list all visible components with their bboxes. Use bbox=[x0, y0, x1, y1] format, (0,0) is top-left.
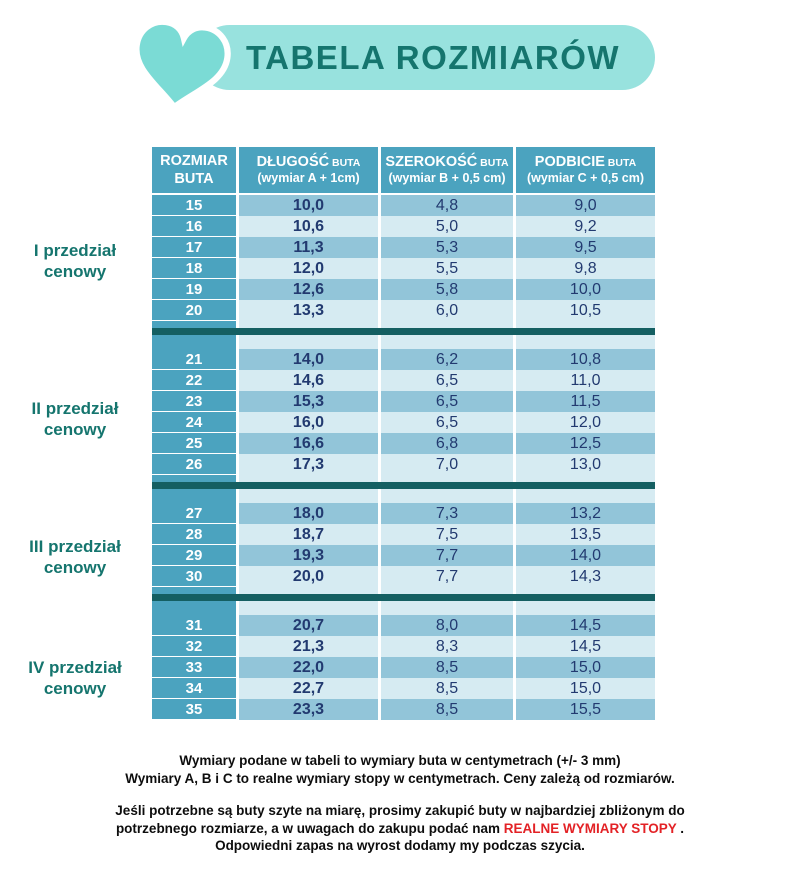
size-cell: 27 bbox=[152, 503, 236, 524]
measurement-note bbox=[0, 752, 800, 787]
instep-cell: 10,0 bbox=[516, 279, 655, 300]
instep-cell: 15,5 bbox=[516, 699, 655, 720]
table-row bbox=[152, 237, 655, 258]
table-row bbox=[152, 636, 655, 657]
width-cell: 8,5 bbox=[381, 657, 513, 678]
column-header-title: DŁUGOŚĆ BUTA bbox=[256, 154, 361, 171]
length-cell: 20,0 bbox=[239, 566, 378, 587]
group-gap-cell bbox=[239, 587, 378, 594]
size-cell: 19 bbox=[152, 279, 236, 300]
instep-cell: 14,0 bbox=[516, 545, 655, 566]
table-row bbox=[152, 615, 655, 636]
instep-cell: 11,5 bbox=[516, 391, 655, 412]
group-gap-cell bbox=[516, 335, 655, 349]
group-gap-cell bbox=[239, 601, 378, 615]
group-gap-cell bbox=[381, 601, 513, 615]
width-cell: 6,5 bbox=[381, 412, 513, 433]
width-cell: 7,7 bbox=[381, 566, 513, 587]
highlight-real-foot-measurements: REALNE WYMIARY STOPY bbox=[503, 820, 677, 836]
width-cell: 5,3 bbox=[381, 237, 513, 258]
group-gap-row bbox=[152, 489, 655, 503]
width-cell: 6,0 bbox=[381, 300, 513, 321]
instep-cell: 14,3 bbox=[516, 566, 655, 587]
width-cell: 8,5 bbox=[381, 699, 513, 720]
group-gap-cell bbox=[381, 489, 513, 503]
column-header bbox=[239, 147, 378, 193]
instep-cell: 14,5 bbox=[516, 636, 655, 657]
table-row bbox=[152, 454, 655, 475]
size-cell: 17 bbox=[152, 237, 236, 258]
width-cell: 6,5 bbox=[381, 391, 513, 412]
size-cell: 31 bbox=[152, 615, 236, 636]
length-cell: 11,3 bbox=[239, 237, 378, 258]
group-gap-row bbox=[152, 601, 655, 615]
size-cell: 22 bbox=[152, 370, 236, 391]
instep-cell: 15,0 bbox=[516, 657, 655, 678]
group-gap-cell bbox=[381, 587, 513, 594]
measurement-note-line2: Wymiary A, B i C to realne wymiary stopy w centymetrach. Ceny zależą od rozmiarów. bbox=[125, 770, 675, 786]
length-cell: 14,6 bbox=[239, 370, 378, 391]
custom-order-note-line2: potrzebnego rozmiarze, a w uwagach do zakupu podać nam REALNE WYMIARY STOPY . bbox=[115, 820, 685, 836]
group-gap-row bbox=[152, 587, 655, 594]
size-cell: 23 bbox=[152, 391, 236, 412]
column-header bbox=[516, 147, 655, 193]
size-cell: 30 bbox=[152, 566, 236, 587]
length-cell: 16,6 bbox=[239, 433, 378, 454]
custom-order-note bbox=[0, 802, 800, 855]
size-cell: 25 bbox=[152, 433, 236, 454]
size-cell: 18 bbox=[152, 258, 236, 279]
group-gap-cell bbox=[381, 335, 513, 349]
width-cell: 7,0 bbox=[381, 454, 513, 475]
custom-order-note-line1: Jeśli potrzebne są buty szyte na miarę, prosimy zakupić buty w najbardziej zbliżonym do bbox=[115, 803, 685, 818]
instep-cell: 12,5 bbox=[516, 433, 655, 454]
group-gap-cell bbox=[516, 475, 655, 482]
table-row bbox=[152, 349, 655, 370]
table-row bbox=[152, 524, 655, 545]
length-cell: 17,3 bbox=[239, 454, 378, 475]
size-cell: 26 bbox=[152, 454, 236, 475]
width-cell: 7,7 bbox=[381, 545, 513, 566]
custom-order-note-line3: Odpowiedni zapas na wyrost dodamy my podczas szycia. bbox=[215, 838, 585, 853]
instep-cell: 11,0 bbox=[516, 370, 655, 391]
table-row bbox=[152, 678, 655, 699]
column-header bbox=[152, 147, 236, 193]
size-cell: 16 bbox=[152, 216, 236, 237]
table-row bbox=[152, 699, 655, 720]
length-cell: 20,7 bbox=[239, 615, 378, 636]
width-cell: 8,5 bbox=[381, 678, 513, 699]
table-row bbox=[152, 391, 655, 412]
group-gap-cell bbox=[152, 489, 236, 503]
instep-cell: 9,0 bbox=[516, 195, 655, 216]
column-header-title: PODBICIE BUTA bbox=[534, 154, 637, 171]
instep-cell: 14,5 bbox=[516, 615, 655, 636]
length-cell: 21,3 bbox=[239, 636, 378, 657]
instep-cell: 13,0 bbox=[516, 454, 655, 475]
table-row bbox=[152, 370, 655, 391]
column-header bbox=[381, 147, 513, 193]
length-cell: 18,7 bbox=[239, 524, 378, 545]
group-gap-cell bbox=[152, 587, 236, 594]
group-gap-row bbox=[152, 321, 655, 328]
length-cell: 22,7 bbox=[239, 678, 378, 699]
group-label-2: II przedział cenowy bbox=[31, 399, 119, 439]
table-body bbox=[152, 195, 655, 720]
length-cell: 13,3 bbox=[239, 300, 378, 321]
size-cell: 20 bbox=[152, 300, 236, 321]
size-cell: 32 bbox=[152, 636, 236, 657]
width-cell: 6,5 bbox=[381, 370, 513, 391]
group-gap-cell bbox=[381, 475, 513, 482]
instep-cell: 13,2 bbox=[516, 503, 655, 524]
column-header-subtitle: (wymiar B + 0,5 cm) bbox=[388, 171, 506, 186]
length-cell: 19,3 bbox=[239, 545, 378, 566]
size-cell: 24 bbox=[152, 412, 236, 433]
length-cell: 12,0 bbox=[239, 258, 378, 279]
size-cell: 33 bbox=[152, 657, 236, 678]
group-gap-cell bbox=[152, 601, 236, 615]
table-row bbox=[152, 657, 655, 678]
group-gap-cell bbox=[239, 335, 378, 349]
table-row bbox=[152, 433, 655, 454]
table-header bbox=[152, 147, 655, 193]
size-cell: 28 bbox=[152, 524, 236, 545]
group-gap-row bbox=[152, 475, 655, 482]
group-gap-cell bbox=[516, 587, 655, 594]
table-row bbox=[152, 279, 655, 300]
group-label-3: III przedział cenowy bbox=[29, 537, 121, 577]
size-cell: 29 bbox=[152, 545, 236, 566]
size-cell: 15 bbox=[152, 195, 236, 216]
column-header-title: SZEROKOŚĆ BUTA bbox=[385, 154, 509, 171]
instep-cell: 12,0 bbox=[516, 412, 655, 433]
column-header-subtitle: (wymiar C + 0,5 cm) bbox=[526, 171, 645, 186]
measurement-note-line1: Wymiary podane w tabeli to wymiary buta w centymetrach (+/- 3 mm) bbox=[179, 753, 621, 768]
group-gap-cell bbox=[152, 335, 236, 349]
group-gap-cell bbox=[381, 321, 513, 328]
table-row bbox=[152, 566, 655, 587]
instep-cell: 9,8 bbox=[516, 258, 655, 279]
group-label-4: IV przedział cenowy bbox=[28, 658, 122, 698]
instep-cell: 9,2 bbox=[516, 216, 655, 237]
table-row bbox=[152, 545, 655, 566]
table-row bbox=[152, 258, 655, 279]
group-gap-cell bbox=[239, 475, 378, 482]
group-gap-cell bbox=[152, 321, 236, 328]
length-cell: 22,0 bbox=[239, 657, 378, 678]
length-cell: 14,0 bbox=[239, 349, 378, 370]
group-gap-cell bbox=[516, 601, 655, 615]
group-gap-cell bbox=[516, 489, 655, 503]
column-header-subtitle: (wymiar A + 1cm) bbox=[257, 171, 360, 186]
size-cell: 35 bbox=[152, 699, 236, 720]
width-cell: 7,3 bbox=[381, 503, 513, 524]
size-cell: 21 bbox=[152, 349, 236, 370]
table-row bbox=[152, 300, 655, 321]
width-cell: 7,5 bbox=[381, 524, 513, 545]
instep-cell: 15,0 bbox=[516, 678, 655, 699]
group-gap-cell bbox=[152, 475, 236, 482]
width-cell: 5,8 bbox=[381, 279, 513, 300]
width-cell: 8,3 bbox=[381, 636, 513, 657]
length-cell: 18,0 bbox=[239, 503, 378, 524]
group-divider bbox=[152, 328, 655, 335]
group-label-1: I przedział cenowy bbox=[33, 241, 117, 281]
length-cell: 10,0 bbox=[239, 195, 378, 216]
size-table bbox=[152, 147, 655, 720]
column-header-subtitle: BUTA bbox=[174, 171, 214, 187]
width-cell: 5,5 bbox=[381, 258, 513, 279]
table-row bbox=[152, 412, 655, 433]
length-cell: 15,3 bbox=[239, 391, 378, 412]
group-gap-row bbox=[152, 335, 655, 349]
width-cell: 6,8 bbox=[381, 433, 513, 454]
table-row bbox=[152, 503, 655, 524]
table-row bbox=[152, 195, 655, 216]
length-cell: 23,3 bbox=[239, 699, 378, 720]
instep-cell: 10,5 bbox=[516, 300, 655, 321]
width-cell: 5,0 bbox=[381, 216, 513, 237]
group-gap-cell bbox=[239, 321, 378, 328]
length-cell: 10,6 bbox=[239, 216, 378, 237]
group-gap-cell bbox=[516, 321, 655, 328]
length-cell: 12,6 bbox=[239, 279, 378, 300]
instep-cell: 9,5 bbox=[516, 237, 655, 258]
column-header-title: ROZMIAR bbox=[160, 152, 228, 169]
title-banner bbox=[197, 25, 655, 90]
width-cell: 6,2 bbox=[381, 349, 513, 370]
instep-cell: 13,5 bbox=[516, 524, 655, 545]
page-title: TABELA ROZMIARÓW bbox=[245, 39, 621, 76]
length-cell: 16,0 bbox=[239, 412, 378, 433]
width-cell: 4,8 bbox=[381, 195, 513, 216]
instep-cell: 10,8 bbox=[516, 349, 655, 370]
group-divider bbox=[152, 594, 655, 601]
group-divider bbox=[152, 482, 655, 489]
table-row bbox=[152, 216, 655, 237]
width-cell: 8,0 bbox=[381, 615, 513, 636]
group-gap-cell bbox=[239, 489, 378, 503]
heart-icon bbox=[128, 18, 232, 114]
size-cell: 34 bbox=[152, 678, 236, 699]
